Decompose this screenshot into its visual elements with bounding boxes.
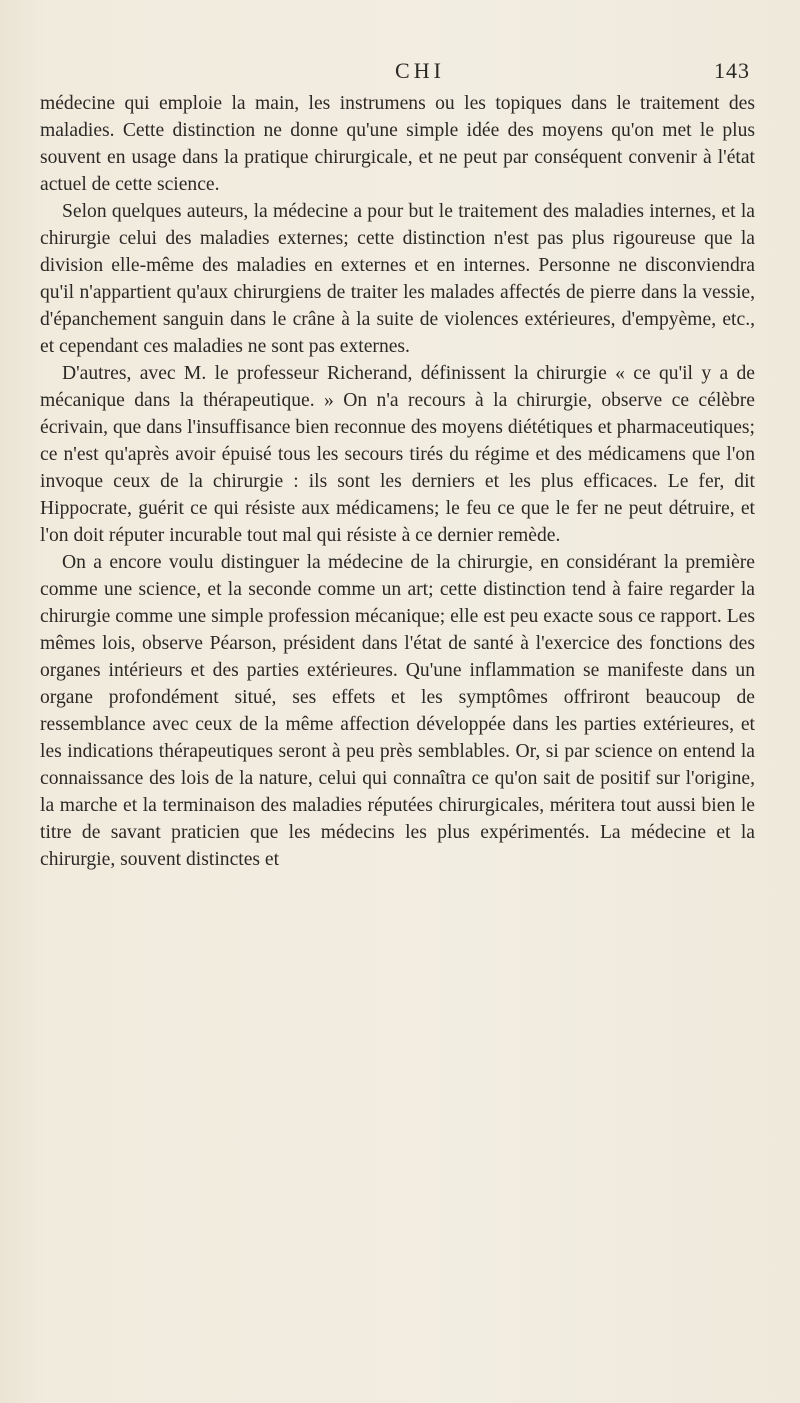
page-number: 143 (714, 58, 750, 83)
paragraph-4: On a encore voulu distinguer la médecine de la chirurgie, en considérant la première comme une science, et la seconde comme un art; cette distinction tend à faire regarder la chirurgie comme une simple profession mécanique; elle est peu exacte sous ce rapport. Les mêmes lois, observe Péarson, président dans l'état de santé à l'exercice des fonctions des organes intérieurs et des parties extérieures. Qu'une inflammation se manifeste dans un organe profondément situé, ses effets et les symptômes offriront beaucoup de ressemblance avec ceux de la même affection développée dans les parties extérieures, et les indications thérapeutiques seront à peu près semblables. Or, si par science on entend la connaissance des lois de la nature, celui qui connaîtra ce qu'on sait de positif sur l'origine, la marche et la terminaison des maladies réputées chirurgicales, méritera tout aussi bien le titre de savant praticien que les médecins les plus expérimentés. La médecine et la chirurgie, souvent distinctes et (40, 552, 755, 870)
paragraph-3: D'autres, avec M. le professeur Richerand, définissent la chirurgie « ce qu'il y a de mécanique dans la thérapeutique. » On n'a recours à la chirurgie, observe ce célèbre écrivain, que dans l'insuffisance bien reconnue des moyens diététiques et pharmaceutiques; ce n'est qu'après avoir épuisé tous les secours tirés du régime et des médicamens que l'on invoque ceux de la chirurgie : ils sont les derniers et les plus efficaces. Le fer, dit Hippocrate, guérit ce qui résiste aux médicamens; le feu ce que le fer ne peut détruire, et l'on doit réputer incurable tout mal qui résiste à ce dernier remède. (40, 363, 755, 546)
page-header (40, 58, 800, 88)
paragraph-1: médecine qui emploie la main, les instrumens ou les topiques dans le traitement des maladies. Cette distinction ne donne qu'une simple idée des moyens qu'on met le plus souvent en usage dans la pratique chirurgicale, et ne peut par conséquent convenir à l'état actuel de cette science. (40, 93, 755, 195)
running-head: CHI (395, 58, 445, 83)
body-text (40, 90, 755, 873)
paragraph-2: Selon quelques auteurs, la médecine a pour but le traitement des maladies internes, et la chirurgie celui des maladies externes; cette distinction n'est pas plus rigoureuse que la division elle-même des maladies en externes et en internes. Personne ne disconviendra qu'il n'appartient qu'aux chirurgiens de traiter les malades affectés de pierre dans la vessie, d'épanchement sanguin dans le crâne à la suite de violences extérieures, d'empyème, etc., et cependant ces maladies ne sont pas externes. (40, 201, 755, 357)
